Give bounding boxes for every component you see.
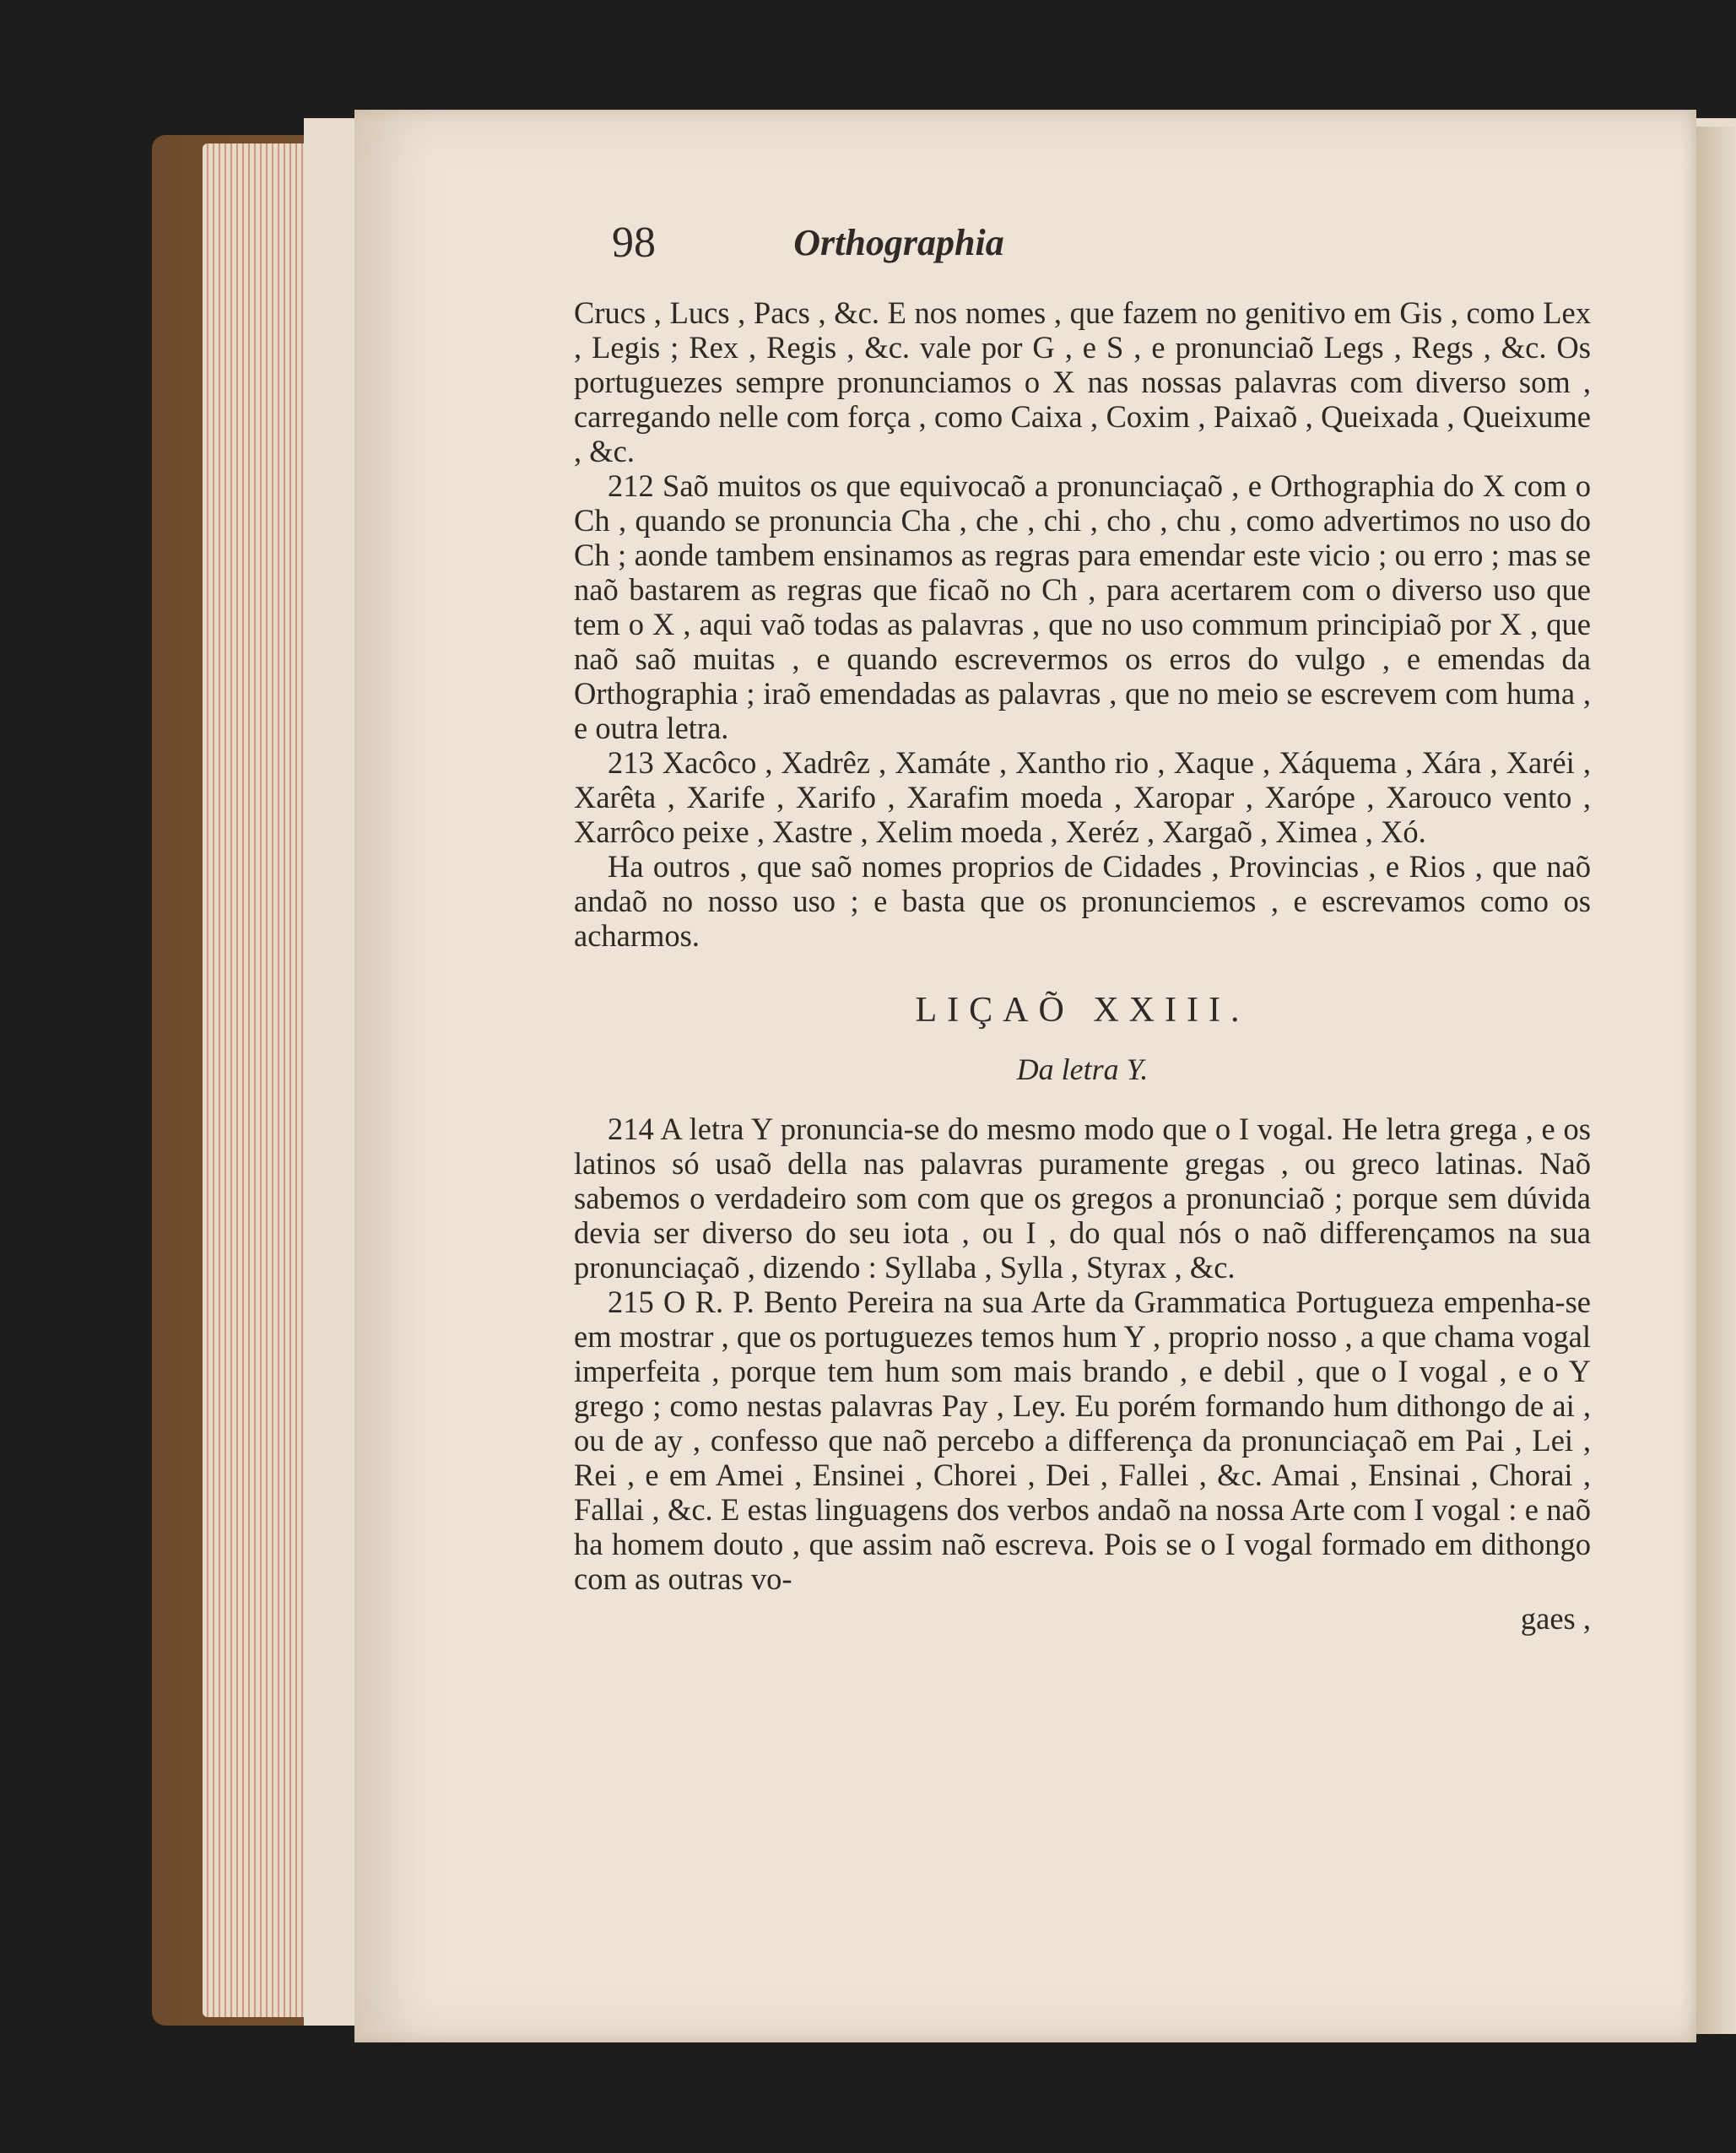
page-number: 98 bbox=[612, 219, 656, 267]
paragraph-214: 214 A letra Y pronuncia-se do mesmo modo que o I vogal. He letra grega , e os latinos só usaõ della nas palavras puramente gregas , ou greco latinas. Naõ sabemos o verdadeiro som com que os gregos a pronunciaõ ; porque sem dúvida devia ser diverso do seu iota , ou I , do qual nós o naõ differençamos na sua pronunciaçaõ , dizendo : Syllaba , Sylla , Styrax , &c. bbox=[574, 1112, 1591, 1285]
paragraph-213: 213 Xacôco , Xadrêz , Xamáte , Xantho rio , Xaque , Xáquema , Xára , Xaréi , Xarêta , Xarife , Xarifo , Xarafim moeda , Xaropar , Xarópe , Xarouco vento , Xarrôco peixe , Xastre , Xelim moeda , Xeréz , Xargaõ , Ximea , Xó. bbox=[574, 745, 1591, 849]
lesson-heading: LIÇAÕ XXIII. bbox=[915, 991, 1250, 1030]
paragraph-1: Crucs , Lucs , Pacs , &c. E nos nomes , que fazem no genitivo em Gis , como Lex , Legis ; Rex , Regis , &c. vale por G , e S , e pronunciaõ Legs , Regs , &c. Os portuguezes sempre pronunciamos o X nas nossas palavras com diverso som , carregando nelle com força , como Caixa , Coxim , Paixaõ , Queixada , Queixume , &c. bbox=[574, 295, 1591, 468]
paragraph-215: 215 O R. P. Bento Pereira na sua Arte da Grammatica Portugueza empenha-se em mostrar , que os portuguezes temos hum Y , proprio nosso , a que chama vogal imperfeita , porque tem hum som mais brando , e debil , que o I vogal , e o Y grego ; como nestas palavras Pay , Ley. Eu porém formando hum dithongo de ai , ou de ay , confesso que naõ percebo a differença da pronunciaçaõ em Pai , Lei , Rei , e em Amei , Ensinei , Chorei , Dei , Fallei , &c. Amai , Ensinai , Chorai , Fallai , &c. E estas linguagens dos verbos andaõ na nossa Arte com I vogal : e naõ ha homem douto , que assim naõ escreva. Pois se o I vogal formado em dithongo com as outras vo- bbox=[574, 1285, 1591, 1596]
paragraph-other-names: Ha outros , que saõ nomes proprios de Cidades , Provincias , e Rios , que naõ andaõ no nosso uso ; e basta que os pronunciemos , e escrevamos como os acharmos. bbox=[574, 849, 1591, 953]
running-title: Orthographia bbox=[793, 222, 1004, 263]
facing-page-edge bbox=[1696, 127, 1736, 2034]
section-subheading: Da letra Y. bbox=[1016, 1052, 1149, 1086]
running-head bbox=[612, 218, 1270, 268]
text-block bbox=[574, 295, 1591, 1667]
catchword: gaes , bbox=[1520, 1601, 1591, 1636]
paragraph-212: 212 Saõ muitos os que equivocaõ a pronunciaçaõ , e Orthographia do X com o Ch , quando se pronuncia Cha , che , chi , cho , chu , como advertimos no uso do Ch ; aonde tambem ensinamos as regras para emendar este vicio ; ou erro ; mas se naõ bastarem as regras que ficaõ no Ch , para acertarem com o diverso uso que tem o X , aqui vaõ todas as palavras , que no uso commum principiaõ por X , que naõ saõ muitas , e quando escrevermos os erros do vulgo , e emendas da Orthographia ; iraõ emendadas as palavras , que no meio se escrevem com huma , e outra letra. bbox=[574, 468, 1591, 745]
